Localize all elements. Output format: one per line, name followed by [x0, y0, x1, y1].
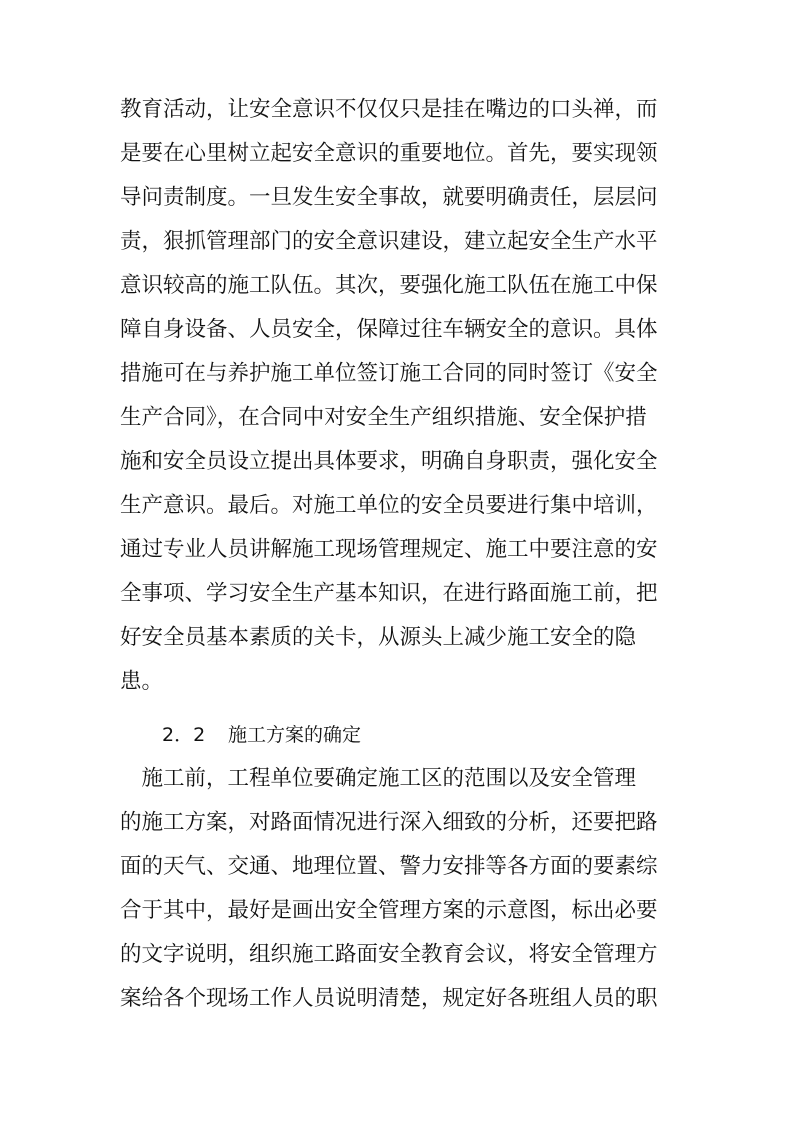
paragraph-1-line-7: 措施可在与养护施工单位签订施工合同的同时签订《安全 — [120, 361, 658, 386]
paragraph-1-line-2: 是要在心里树立起安全意识的重要地位。首先，要实现领 — [120, 141, 658, 166]
paragraph-1-line-11: 通过专业人员讲解施工现场管理规定、施工中要注意的安 — [120, 537, 658, 562]
section-title: 施工方案的确定 — [228, 724, 362, 746]
section-number: 2．2 — [162, 724, 206, 746]
paragraph-1-line-4: 责，狠抓管理部门的安全意识建设，建立起安全生产水平 — [120, 229, 658, 254]
paragraph-1-line-13: 好安全员基本素质的关卡，从源头上减少施工安全的隐 — [120, 625, 637, 650]
section-heading — [162, 720, 361, 750]
paragraph-2-line-6: 案给各个现场工作人员说明清楚，规定好各班组人员的职 — [120, 986, 658, 1011]
paragraph-1-line-6: 障自身设备、人员安全，保障过往车辆安全的意识。具体 — [120, 317, 658, 342]
paragraph-2-line-3: 面的天气、交通、地理位置、警力安排等各方面的要素综 — [120, 854, 658, 879]
paragraph-1-line-9: 施和安全员设立提出具体要求，明确自身职责，强化安全 — [120, 449, 658, 474]
paragraph-1-line-1: 教育活动，让安全意识不仅仅只是挂在嘴边的口头禅，而 — [120, 97, 658, 122]
paragraph-2-line-2: 的施工方案，对路面情况进行深入细致的分析，还要把路 — [120, 810, 658, 835]
paragraph-1-line-5: 意识较高的施工队伍。其次，要强化施工队伍在施工中保 — [120, 273, 658, 298]
paragraph-1-line-3: 导问责制度。一旦发生安全事故，就要明确责任，层层问 — [120, 185, 658, 210]
paragraph-2-line-4: 合于其中，最好是画出安全管理方案的示意图，标出必要 — [120, 898, 658, 923]
paragraph-2-line-1: 施工前，工程单位要确定施工区的范围以及安全管理 — [120, 766, 637, 791]
paragraph-1-line-8: 生产合同》，在合同中对安全生产组织措施、安全保护措 — [120, 405, 647, 430]
paragraph-1-line-10: 生产意识。最后。对施工单位的安全员要进行集中培训， — [120, 493, 658, 518]
paragraph-2-line-5: 的文字说明，组织施工路面安全教育会议，将安全管理方 — [120, 942, 658, 967]
paragraph-1-line-12: 全事项、学习安全生产基本知识，在进行路面施工前，把 — [120, 581, 658, 606]
paragraph-1-line-14: 患。 — [120, 669, 164, 694]
